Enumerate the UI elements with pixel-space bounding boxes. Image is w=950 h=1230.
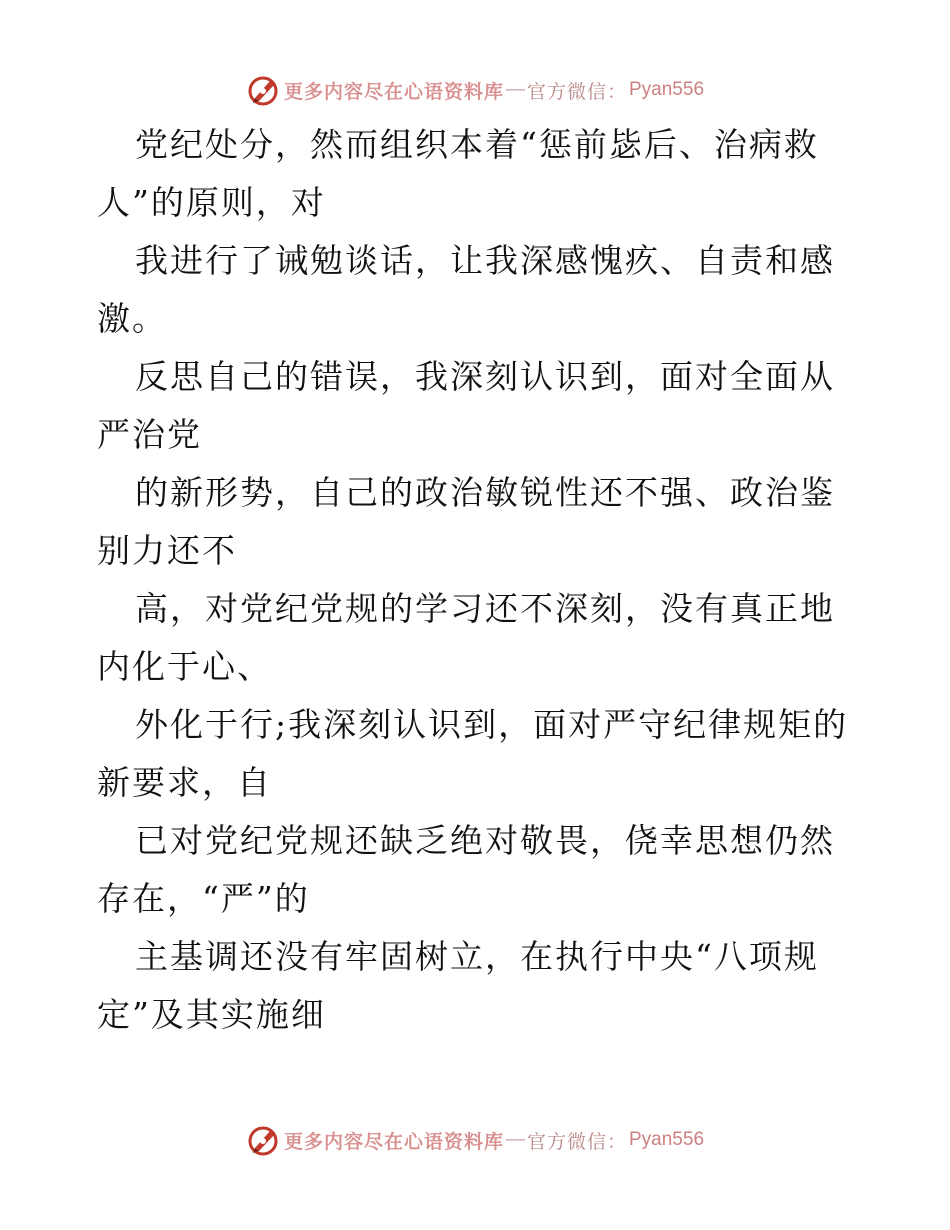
paragraph: 外化于行;我深刻认识到，面对严守纪律规矩的新要求，自 xyxy=(97,705,849,802)
footer-separator: — xyxy=(505,1129,525,1150)
footer-brand-text: 更多内容尽在心语资料库 xyxy=(283,1130,504,1153)
paragraph: 党纪处分，然而组织本着“惩前毖后、治病救人”的原则，对 xyxy=(97,125,819,222)
footer-wechat-label: 官方微信： xyxy=(526,1130,627,1153)
header-separator: — xyxy=(505,79,525,100)
pen-logo-icon xyxy=(246,73,280,107)
paragraph: 已对党纪党规还缺乏绝对敬畏，侥幸思想仍然存在，“严”的 xyxy=(97,821,835,918)
paragraph: 反思自己的错误，我深刻认识到，面对全面从严治党 xyxy=(97,357,835,454)
paragraph: 主基调还没有牢固树立，在执行中央“八项规定”及其实施细 xyxy=(97,937,819,1034)
paragraph: 高，对党纪党规的学习还不深刻，没有真正地内化于心、 xyxy=(97,589,835,686)
document-body xyxy=(97,116,857,1044)
header-wechat-label: 官方微信： xyxy=(526,80,627,103)
paragraph: 的新形势，自己的政治敏锐性还不强、政治鉴别力还不 xyxy=(97,473,835,570)
header-wechat-id: Pyan556 xyxy=(629,79,705,100)
header-banner xyxy=(0,70,950,110)
header-brand-text: 更多内容尽在心语资料库 xyxy=(283,80,504,103)
paragraph: 我进行了诫勉谈话，让我深感愧疚、自责和感激。 xyxy=(97,241,835,338)
footer-wechat-id: Pyan556 xyxy=(629,1129,705,1150)
footer-banner xyxy=(0,1120,950,1160)
pen-logo-icon xyxy=(246,1123,280,1157)
